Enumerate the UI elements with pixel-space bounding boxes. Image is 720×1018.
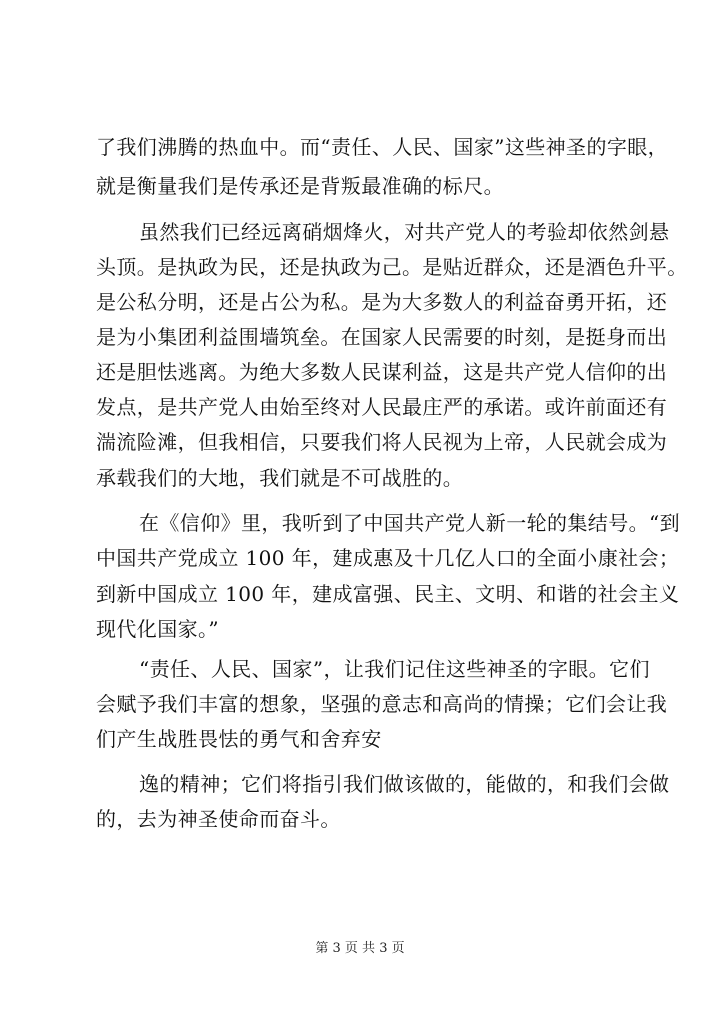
body-text-line: 还是胆怯逃离。为绝大多数人民谋利益，这是共产党人信仰的出: [96, 360, 668, 384]
body-text-line: 承载我们的大地，我们就是不可战胜的。: [96, 466, 464, 490]
paragraph-first-line: 逸的精神；它们将指引我们做该做的，能做的，和我们会做: [139, 772, 670, 796]
body-text-line: 到新中国成立 100 年，建成富强、民主、文明、和谐的社会主义: [96, 582, 680, 606]
body-text-line: 了我们沸腾的热血中。而“责任、人民、国家”这些神圣的字眼，: [96, 135, 669, 159]
paragraph-first-line: 虽然我们已经远离硝烟烽火，对共产党人的考验却依然剑悬: [139, 220, 670, 244]
page-number-footer: 第 3 页 共 3 页: [315, 941, 405, 956]
body-text-line: 湍流险滩，但我相信，只要我们将人民视为上帝，人民就会成为: [96, 430, 668, 454]
body-text-line: 就是衡量我们是传承还是背叛最准确的标尺。: [96, 174, 504, 198]
body-text-line: 的，去为神圣使命而奋斗。: [96, 807, 341, 831]
paragraph-first-line: 在《信仰》里，我听到了中国共产党人新一轮的集结号。“到: [139, 511, 681, 535]
body-text-line: 现代化国家。”: [96, 617, 220, 641]
paragraph-first-line: “责任、人民、国家”，让我们记住这些神圣的字眼。它们: [139, 657, 650, 681]
body-text-line: 会赋予我们丰富的想象，坚强的意志和高尚的情操；它们会让我: [96, 692, 668, 716]
body-text-line: 们产生战胜畏怯的勇气和舍弃安: [96, 727, 382, 751]
body-text-line: 头顶。是执政为民，还是执政为己。是贴近群众，还是酒色升平。: [96, 255, 688, 279]
body-text-line: 是公私分明，还是占公为私。是为大多数人的利益奋勇开拓，还: [96, 290, 668, 314]
body-text-line: 发点，是共产党人由始至终对人民最庄严的承诺。或许前面还有: [96, 395, 668, 419]
body-text-line: 中国共产党成立 100 年，建成惠及十几亿人口的全面小康社会；: [96, 546, 680, 570]
body-text-line: 是为小集团利益围墙筑垒。在国家人民需要的时刻，是挺身而出: [96, 325, 668, 349]
